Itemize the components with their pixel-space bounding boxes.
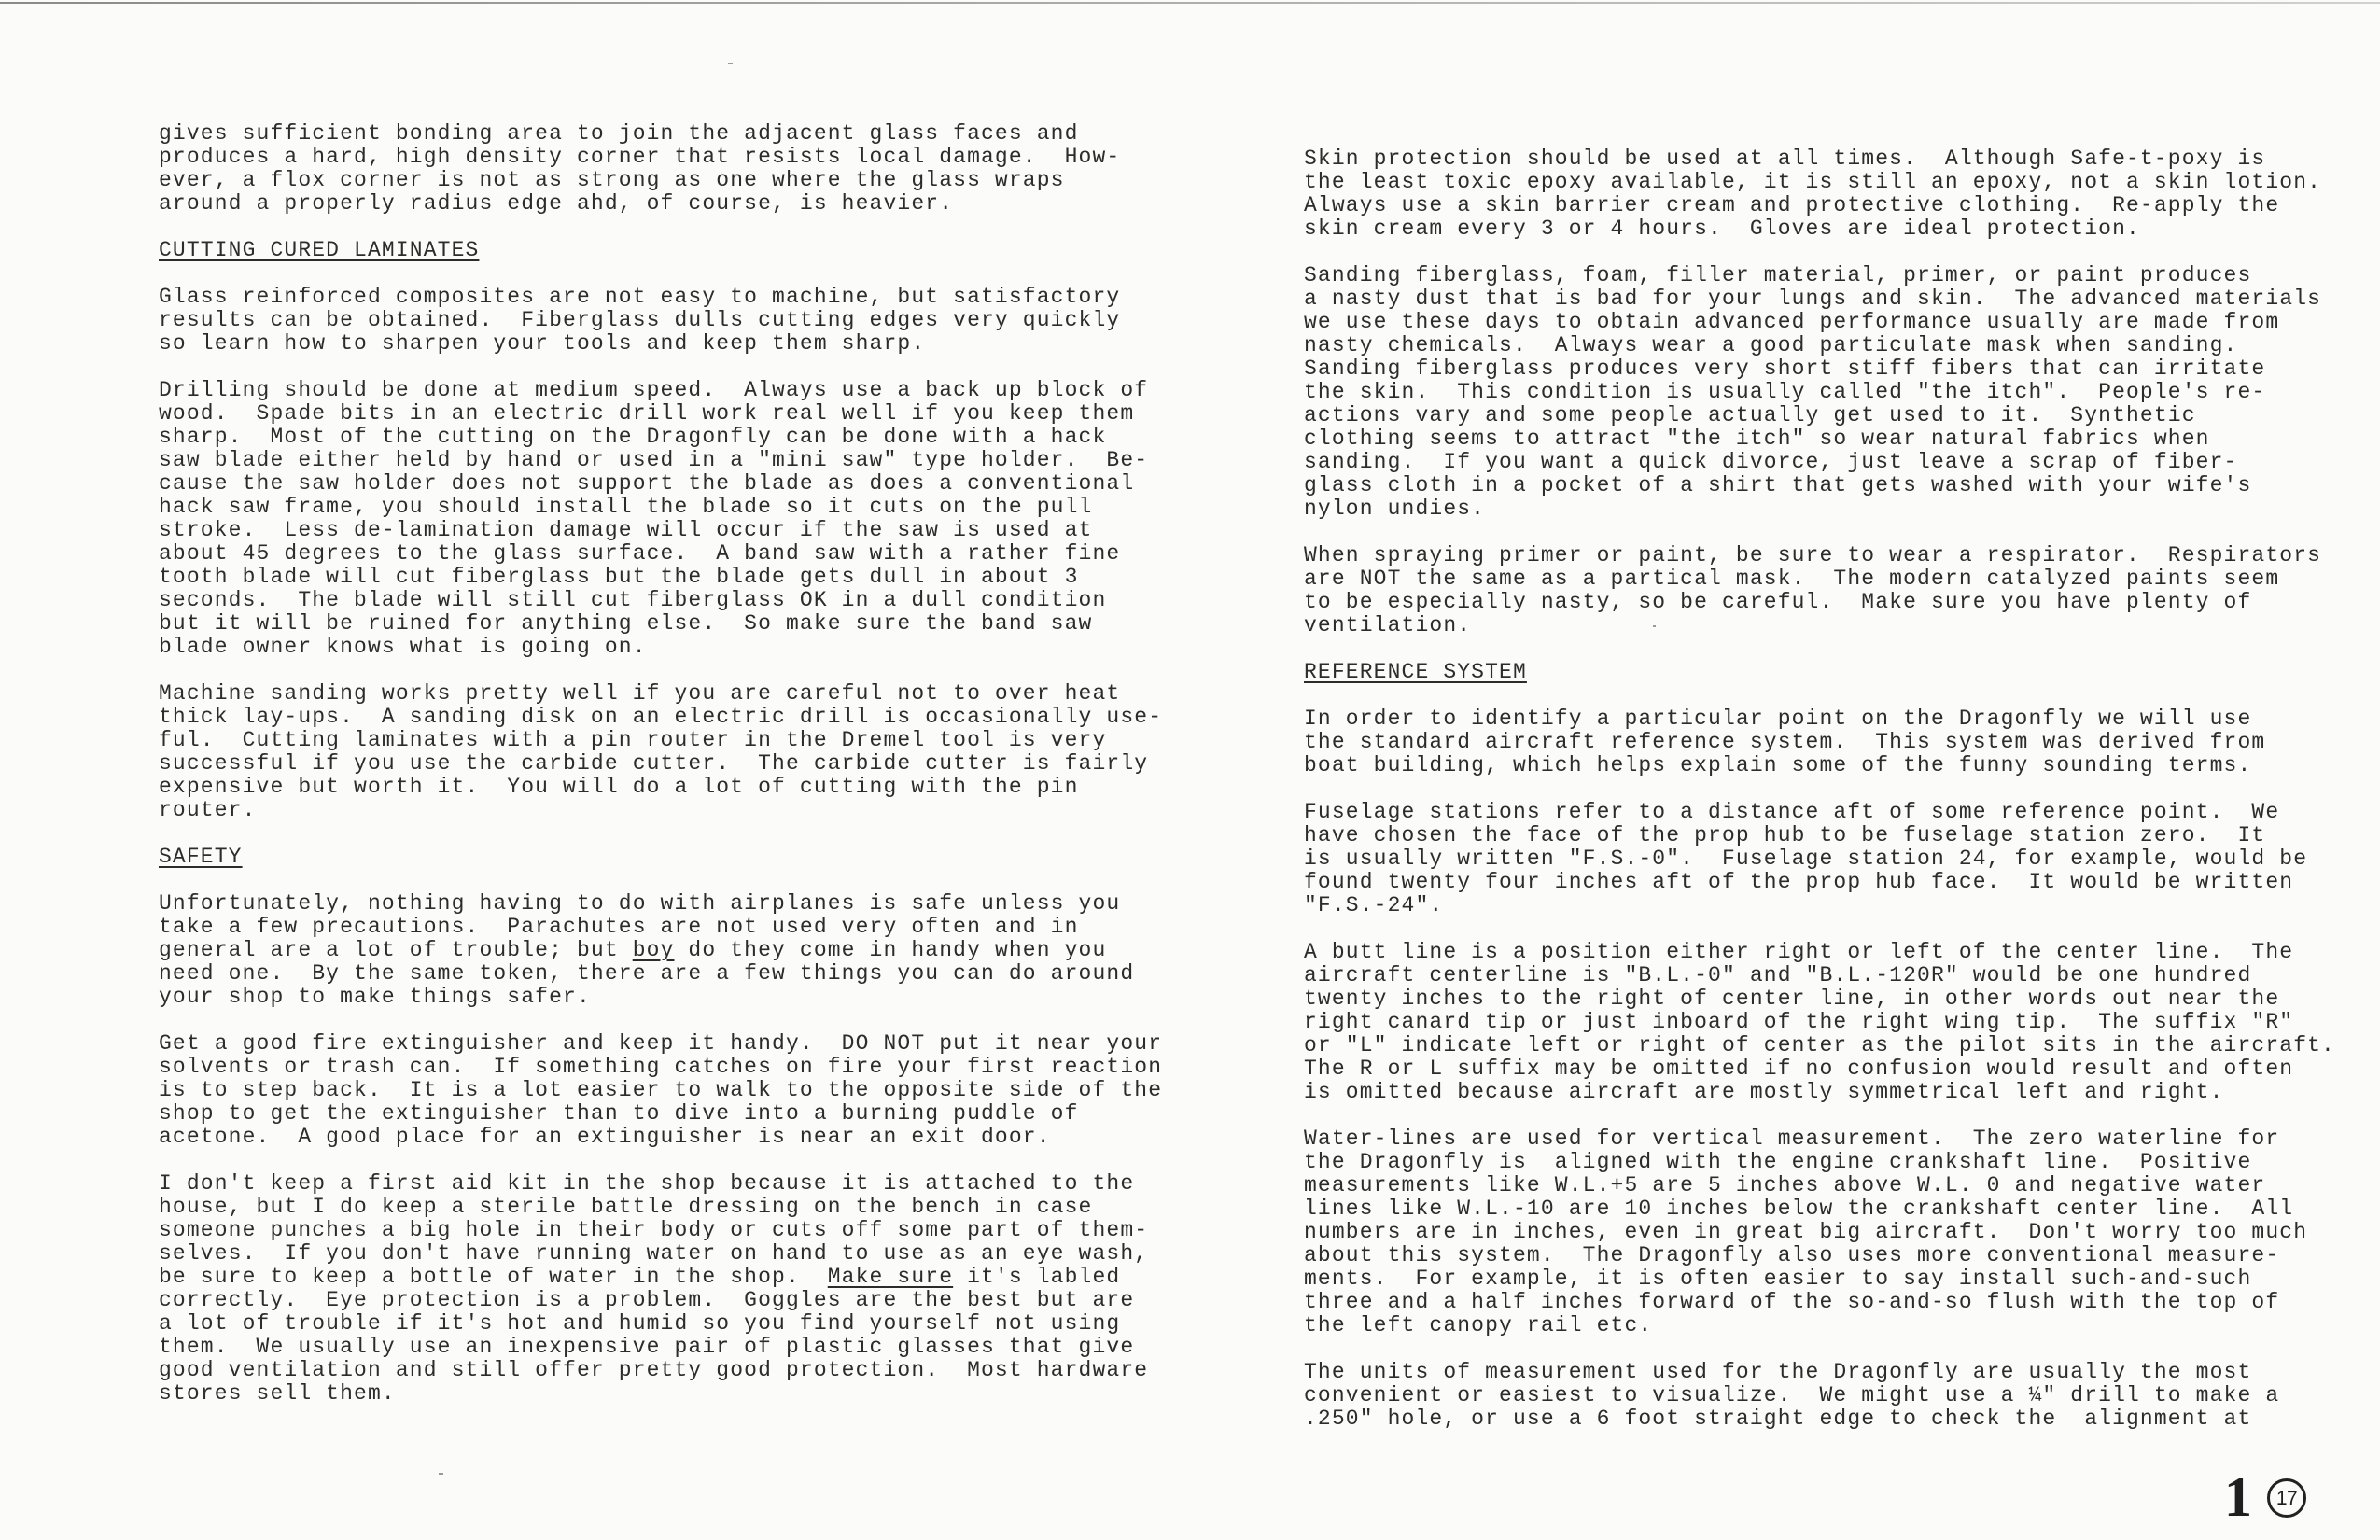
paragraph-text: Unfortunately, nothing having to do with airplanes is safe unless you take a few precautions. Parachutes are not used very often and in general are a lot of trouble; but — [159, 891, 1121, 962]
underlined-emphasis: boy — [632, 938, 675, 962]
section-heading-cutting-cured-laminates: CUTTING CURED LAMINATES — [159, 238, 480, 262]
fire-extinguisher-paragraph: Get a good fire extinguisher and keep it handy. DO NOT put it near your solvents or trash can. If something catches on fire your first reaction is to step back. It is a lot easier to walk to the opposite side of the shop to get the extinguisher than to dive into a burning puddle of acetone. A good place for an extinguisher is near an exit door. — [159, 1031, 1163, 1149]
precautions-paragraph — [159, 892, 1162, 1009]
units-paragraph: The units of measurement used for the Dragonfly are usually the most convenient or easiest to visualize. We might use a ¼" drill to make a .250" hole, or use a 6 foot straight edge to check the alignment at — [1304, 1360, 2280, 1431]
spraying-paragraph: When spraying primer or paint, be sure to wear a respirator. Respirators are NOT the same as a partical mask. The modern catalyzed paints seem to be especially nasty, so be careful. Make sure you have plenty of ventilation. — [1304, 543, 2322, 637]
first-aid-paragraph — [159, 1172, 1162, 1406]
section-heading-safety: SAFETY — [159, 845, 243, 869]
scan-edge-line — [0, 2, 2380, 4]
left-page-text-column — [159, 122, 1162, 1429]
paragraph-text: it's labled correctly. Eye protection is a problem. Goggles are the best but are a lot of trouble if it's hot and humid so you find yourself not using them. We usually use an inexpensive pair of plastic glasses that give good ventilation and still offer pretty good protection. Most hardware stores sell them. — [159, 1265, 1149, 1406]
water-lines-paragraph: Water-lines are used for vertical measurement. The zero waterline for the Dragonfly is aligned with the engine crankshaft line. Positive measurements like W.L.+5 are 5 inches above W.L. 0 and negative water lines like W.L.-10 are 10 inches below the crankshaft center line. All numbers are in inches, even in great big aircraft. Don't worry too much about this system. The Dragonfly also uses more conventional measure- ments. For example, it is often easier to say install such-and-such three and a half inches forward of the so-and-so flush with the top of the left canopy rail etc. — [1304, 1127, 2308, 1337]
page-number: 17 — [2275, 1487, 2298, 1509]
paragraph-text: I don't keep a first aid kit in the shop because it is attached to the house, but I do keep a sterile battle dressing on the bench in case someone punches a big hole in their body or cuts off some part of them- selves. If you don't have running water on hand to use as an eye wash, be sure to keep a bottle of water in the shop. — [159, 1171, 1149, 1289]
reference-system-paragraph: In order to identify a particular point on the Dragonfly we will use the standard aircraft reference system. This system was derived from boat building, which helps explain some of the funny sounding terms. — [1304, 707, 2266, 777]
underlined-emphasis: Make sure — [827, 1265, 954, 1289]
machine-sanding-paragraph: Machine sanding works pretty well if you are careful not to over heat thick lay-ups. A sanding disk on an electric drill is occasionally use- ful. Cutting laminates with a pin router in the Dremel tool is very successful if you use the carbide cutter. The carbide cutter is fairly expensive but worth it. You will do a lot of cutting with the pin router. — [159, 681, 1163, 822]
scan-speck — [728, 63, 733, 64]
sanding-dust-paragraph: Sanding fiberglass, foam, filler material, primer, or paint produces a nasty dust that is bad for your lungs and skin. The advanced materials we use these days to obtain advanced performance usually are made from nasty chemicals. Always wear a good particulate mask when sanding. Sanding fiberglass produces very short stiff fibers that can irritate the skin. This condition is usually called "the itch". People's re- actions vary and some people actually get used to it. Synthetic clothing seems to attract "the itch" so wear natural fabrics when sanding. If you want a quick divorce, just leave a scrap of fiber- glass cloth in a pocket of a shirt that gets washed with your wife's nylon undies. — [1304, 263, 2322, 521]
bonding-paragraph: gives sufficient bonding area to join the adjacent glass faces and produces a hard, high density corner that resists local damage. How- ever, a flox corner is not as strong as one where the glass wraps around a properly radius edge ahd, of course, is heavier. — [159, 121, 1121, 216]
circled-page-number — [2267, 1478, 2306, 1518]
paragraph-text: do they come in handy when you need one. By the same token, there are a few things you can do around your shop to make things safer. — [159, 938, 1135, 1009]
machining-paragraph: Glass reinforced composites are not easy to machine, but satisfactory results can be obtained. Fiberglass dulls cutting edges very quickly so learn how to sharpen your tools and keep them sharp. — [159, 285, 1121, 356]
section-heading-reference-system: REFERENCE SYSTEM — [1304, 660, 1527, 684]
section-number: 1 — [2224, 1466, 2252, 1528]
butt-lines-paragraph: A butt line is a position either right or left of the center line. The aircraft centerline is "B.L.-0" and "B.L.-120R" would be one hundred twenty inches to the right of center line, in other words out near the right canard tip or just inboard of the right wing tip. The suffix "R" or "L" indicate left or right of center as the pilot sits in the aircraft. The R or L suffix may be omitted if no confusion would result and often is omitted because aircraft are mostly symmetrical left and right. — [1304, 940, 2335, 1104]
drilling-paragraph: Drilling should be done at medium speed. Always use a back up block of wood. Spade bits in an electric drill work real well if you keep them sharp. Most of the cutting on the Dragonfly can be done with a hack saw blade either held by hand or used in a "mini saw" type holder. Be- cause the saw holder does not support the blade as does a conventional hack saw frame, you should install the blade so it cuts on the pull stroke. Less de-lamination damage will occur if the saw is used at about 45 degrees to the glass surface. A band saw with a rather fine tooth blade will cut fiberglass but the blade gets dull in about 3 seconds. The blade will still cut fiberglass OK in a dull condition but it will be ruined for anything else. So make sure the band saw blade owner knows what is going on. — [159, 378, 1149, 659]
skin-protection-paragraph: Skin protection should be used at all times. Although Safe-t-poxy is the least toxic epoxy available, it is still an epoxy, not a skin lotion. Always use a skin barrier cream and protective clothing. Re-apply the skin cream every 3 or 4 hours. Gloves are ideal protection. — [1304, 147, 2322, 241]
fuselage-stations-paragraph: Fuselage stations refer to a distance aft of some reference point. We have chosen the face of the prop hub to be fuselage station zero. It is usually written "F.S.-0". Fuselage station 24, for example, would be found twenty four inches aft of the prop hub face. It would be written "F.S.-24". — [1304, 800, 2308, 917]
right-page-text-column — [1304, 147, 2335, 1454]
scan-speck — [439, 1473, 443, 1475]
